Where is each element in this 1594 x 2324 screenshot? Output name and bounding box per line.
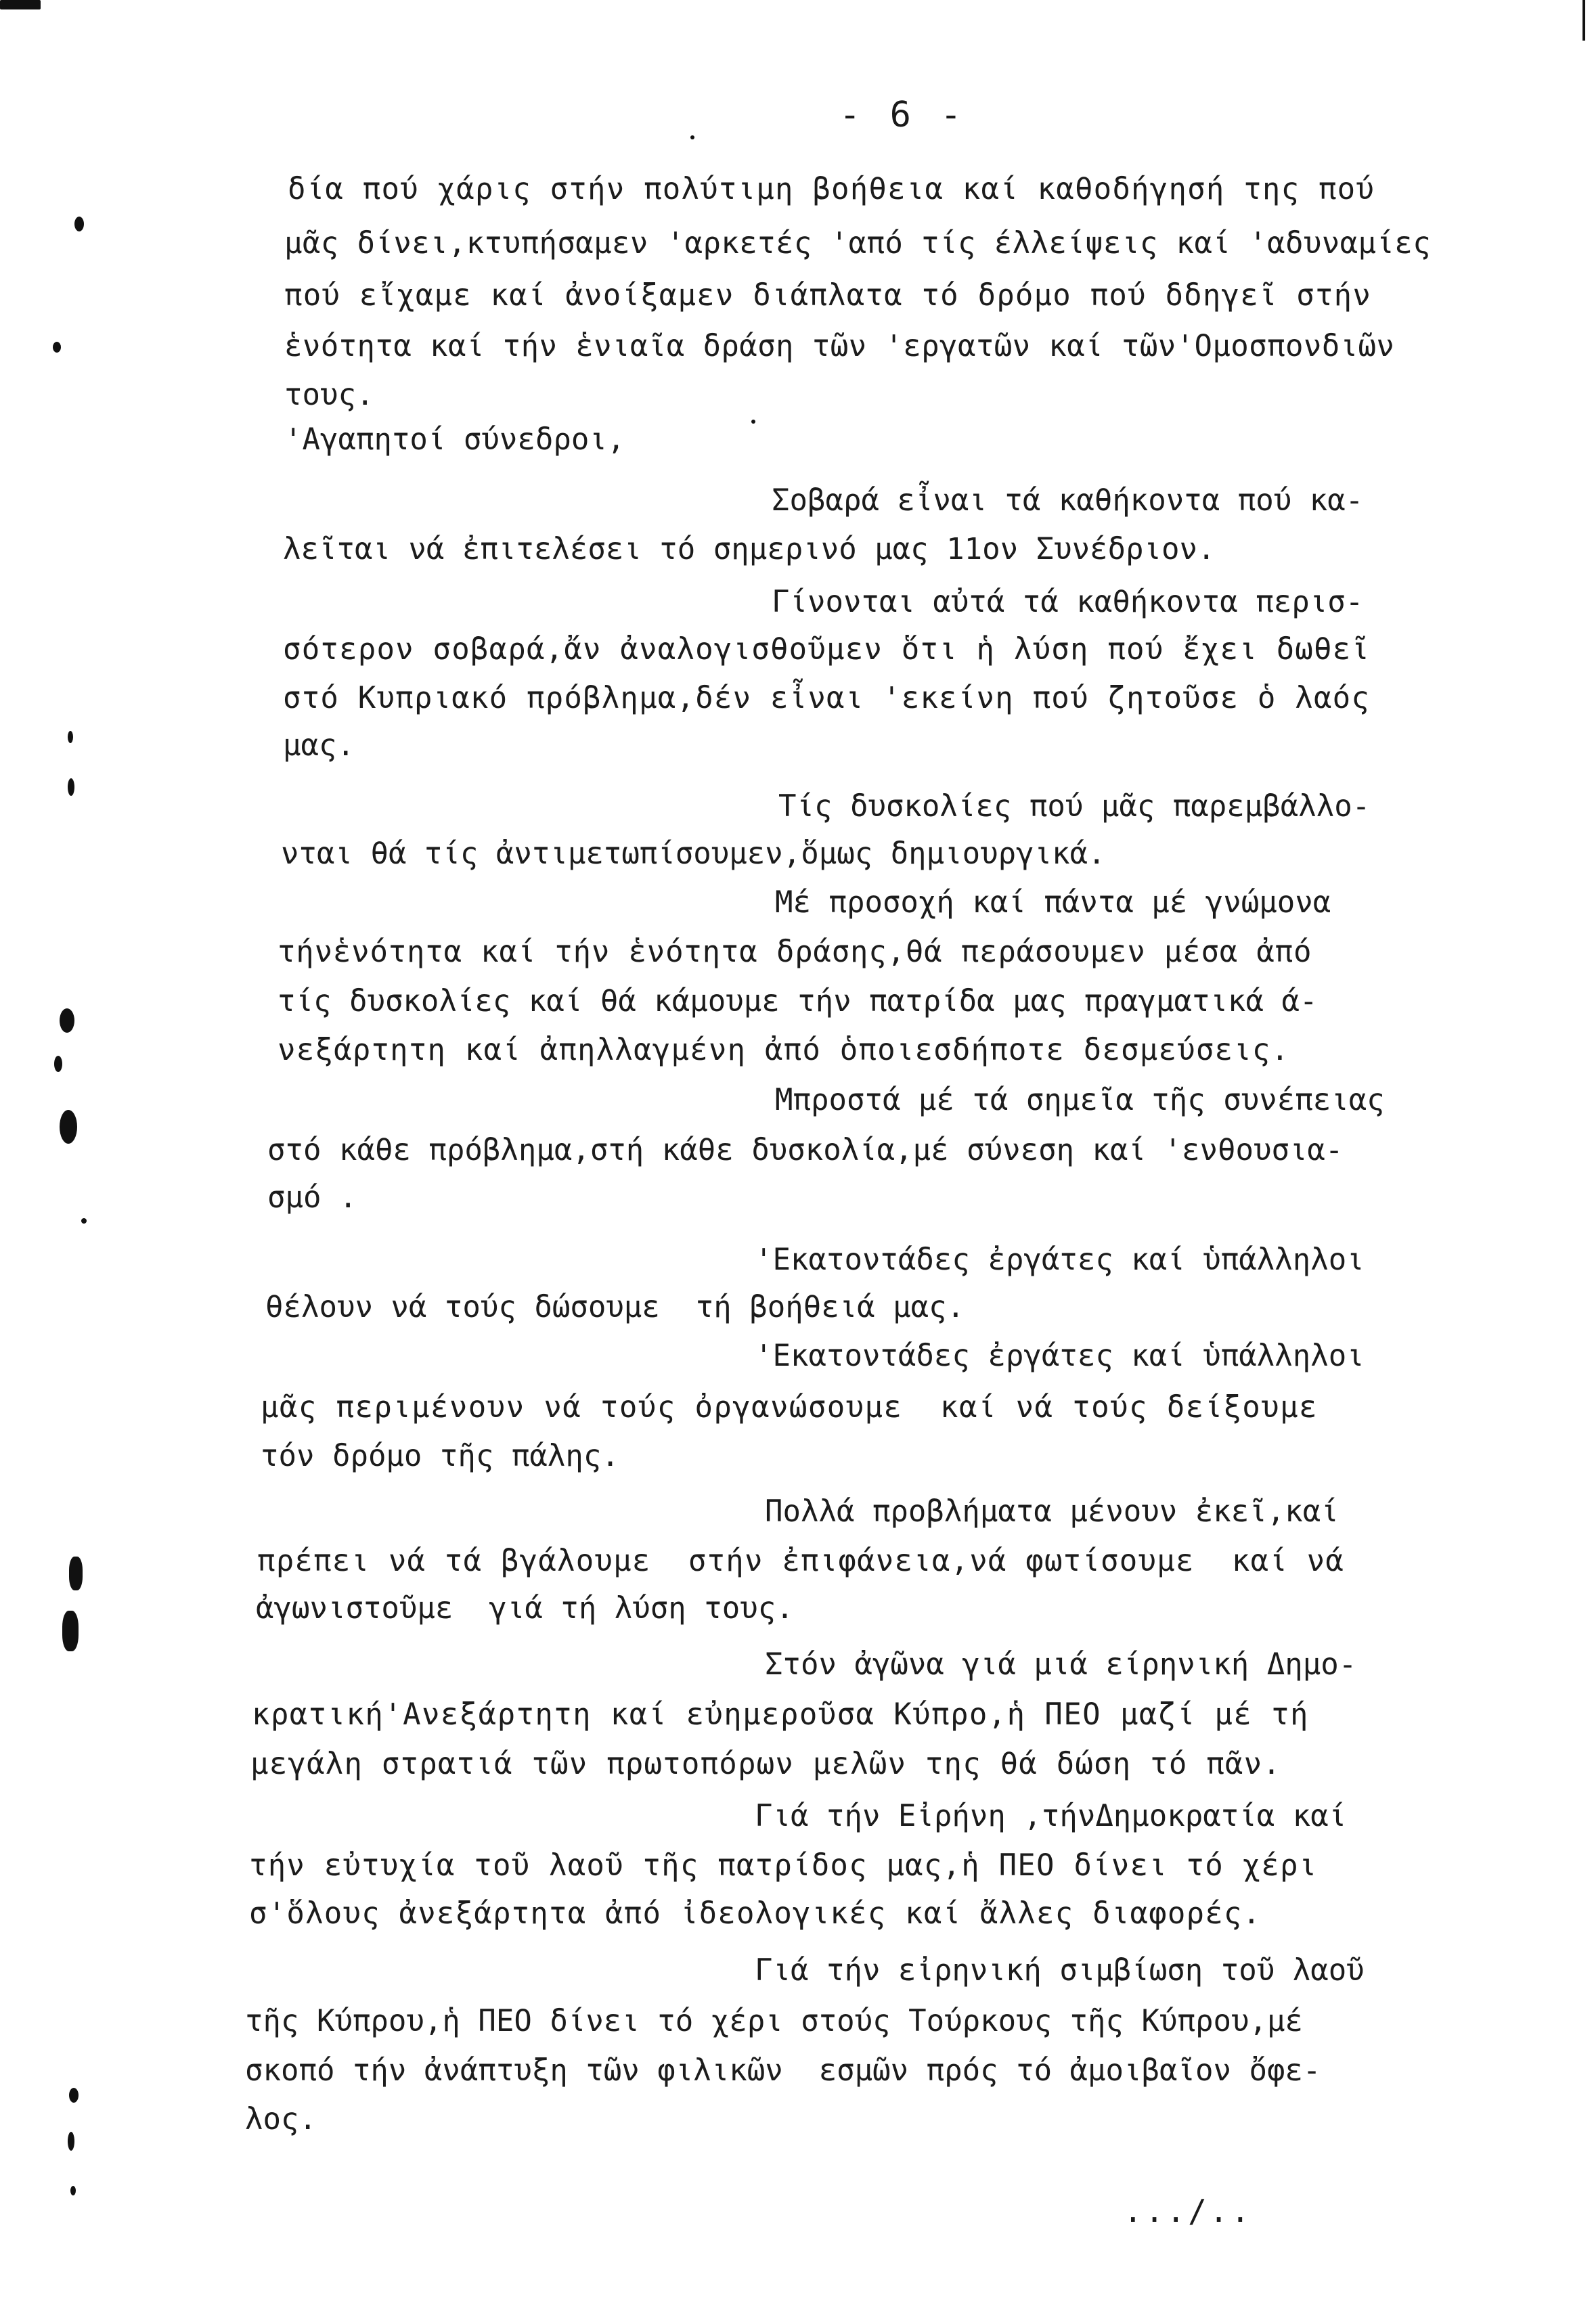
text-line: ἑνότητα καί τήν ἑνιαῖα δράση τῶν 'εργατῶν καί τῶν'Ομοσπονδιῶν [284,329,1395,363]
page-number: - 6 - [839,95,966,135]
text-line: σμό . [267,1180,357,1215]
text-line: 'Εκατοντάδες ἐργάτες καί ὑπάλληλοι [755,1339,1365,1373]
text-line: δία πού χάρις στήν πολύτιμη βοήθεια καί καθοδήγησή της πού [288,172,1375,206]
text-line: μας. [283,728,355,763]
text-line: Τίς δυσκολίες πού μᾶς παρεμβάλλο- [778,789,1371,824]
text-line: τήν εὐτυχία τοῦ λαοῦ τῆς πατρίδος μας,ἡ ΠΕΟ δίνει τό χέρι [249,1848,1318,1883]
scan-speck [60,1008,74,1033]
text-line: Πολλά προβλήματα μένουν ἐκεῖ,καί [765,1494,1339,1529]
scan-speck [81,1218,87,1224]
text-line: Μπροστά μέ τά σημεῖα τῆς συνέπειας [775,1083,1385,1117]
text-line: σ'ὅλους ἀνεξάρτητα ἀπό ἰδεολογικές καί ἄλλες διαφορές. [249,1896,1262,1931]
text-line: Μέ προσοχή καί πάντα μέ γνώμονα [775,885,1331,920]
text-line: θέλουν νά τούς δώσουμε τή βοήθειά μας. [265,1290,965,1324]
text-line: νεξάρτητη καί ἀπηλλαγμένη ἀπό ὁποιεσδήποτε δεσμεύσεις. [278,1033,1290,1067]
text-line: κρατική'Ανεξάρτητη καί εὐημεροῦσα Κύπρο,ἡ ΠΕΟ μαζί μέ τή [252,1697,1309,1732]
text-line: πού εἴχαμε καί ἀνοίξαμεν διάπλατα τό δρόμο πού δδηγεῖ στήν [284,278,1372,313]
text-line: τίς δυσκολίες καί θά κάμουμε τήν πατρίδα μας πραγματικά ά- [278,984,1318,1019]
text-line: στό κάθε πρόβλημα,στή κάθε δυσκολία,μέ σύνεση καί 'ενθουσια- [267,1133,1344,1167]
scan-speck [62,1611,79,1651]
text-line: Στόν ἀγῶνα γιά μιά είρηνική Δημο- [765,1647,1357,1682]
scan-speck [68,778,74,796]
text-line: 'Εκατοντάδες ἐργάτες καί ὑπάλληλοι [755,1243,1365,1277]
scan-speck [70,2186,76,2195]
scan-speck [68,731,73,743]
text-line: 'Αγαπητοί σύνεδροι, [284,422,625,457]
continuation-mark: .../.. [1124,2193,1253,2229]
scan-speck [54,1056,62,1072]
text-line: μεγάλη στρατιά τῶν πρωτοπόρων μελῶν της θά δώση τό πᾶν. [250,1747,1281,1781]
scan-speck [690,135,694,139]
text-line: λεῖται νά ἐπιτελέσει τό σημερινό μας 11ον Συνέδριον. [283,532,1216,566]
text-line: λος. [245,2102,317,2137]
text-line: Γιά τήν εἰρηνική σιμβίωση τοῦ λαοῦ [755,1953,1365,1988]
text-line: σκοπό τήν ἀνάπτυξη τῶν φιλικῶν εσμῶν πρός τό ἀμοιβαῖον ὄφε- [245,2053,1321,2088]
scan-speck [0,0,41,9]
text-line: μᾶς περιμένουν νά τούς ὀργανώσουμε καί νά τούς δείξουμε [261,1390,1318,1425]
scan-speck [68,2132,74,2151]
text-line: τῆς Κύπρου,ἡ ΠΕΟ δίνει τό χέρι στούς Τούρκους τῆς Κύπρου,μέ [245,2004,1303,2038]
scan-speck [60,1110,77,1144]
text-line: τόν δρόμο τῆς πάλης. [261,1439,619,1473]
text-line: πρέπει νά τά βγάλουμε στήν ἐπιφάνεια,νά φωτίσουμε καί νά [257,1544,1345,1578]
text-line: σότερον σοβαρά,ἄν ἀναλογισθοῦμεν ὅτι ἡ λύση πού ἔχει δωθεῖ [283,632,1371,667]
scan-speck [53,342,61,353]
text-line: μᾶς δίνει,κτυπήσαμεν 'αρκετές 'από τίς έλλείψεις καί 'αδυναμίες [284,226,1432,261]
text-line: τήνἑνότητα καί τήν ἑνότητα δράσης,θά περάσουμεν μέσα ἀπό [278,935,1312,969]
text-line: νται θά τίς ἀντιμετωπίσουμεν,ὅμως δημιουργικά. [281,836,1106,871]
text-line: Σοβαρά εἶναι τά καθήκοντα πού κα- [772,483,1364,518]
text-line: Γίνονται αὐτά τά καθήκοντα περισ- [772,585,1364,619]
scan-speck [74,217,84,231]
text-line: στό Κυπριακό πρόβλημα,δέν εἶναι 'εκείνη πού ζητοῦσε ὁ λαός [283,681,1371,715]
scan-speck [751,420,755,424]
scan-speck [69,1557,83,1590]
scan-speck [69,2088,79,2103]
scan-edge [1582,0,1585,41]
text-line: τους. [284,378,374,412]
text-line: Γιά τήν Εἰρήνη ,τήνΔημοκρατία καί [755,1799,1347,1833]
text-line: ἀγωνιστοῦμε γιά τή λύση τους. [256,1591,794,1626]
